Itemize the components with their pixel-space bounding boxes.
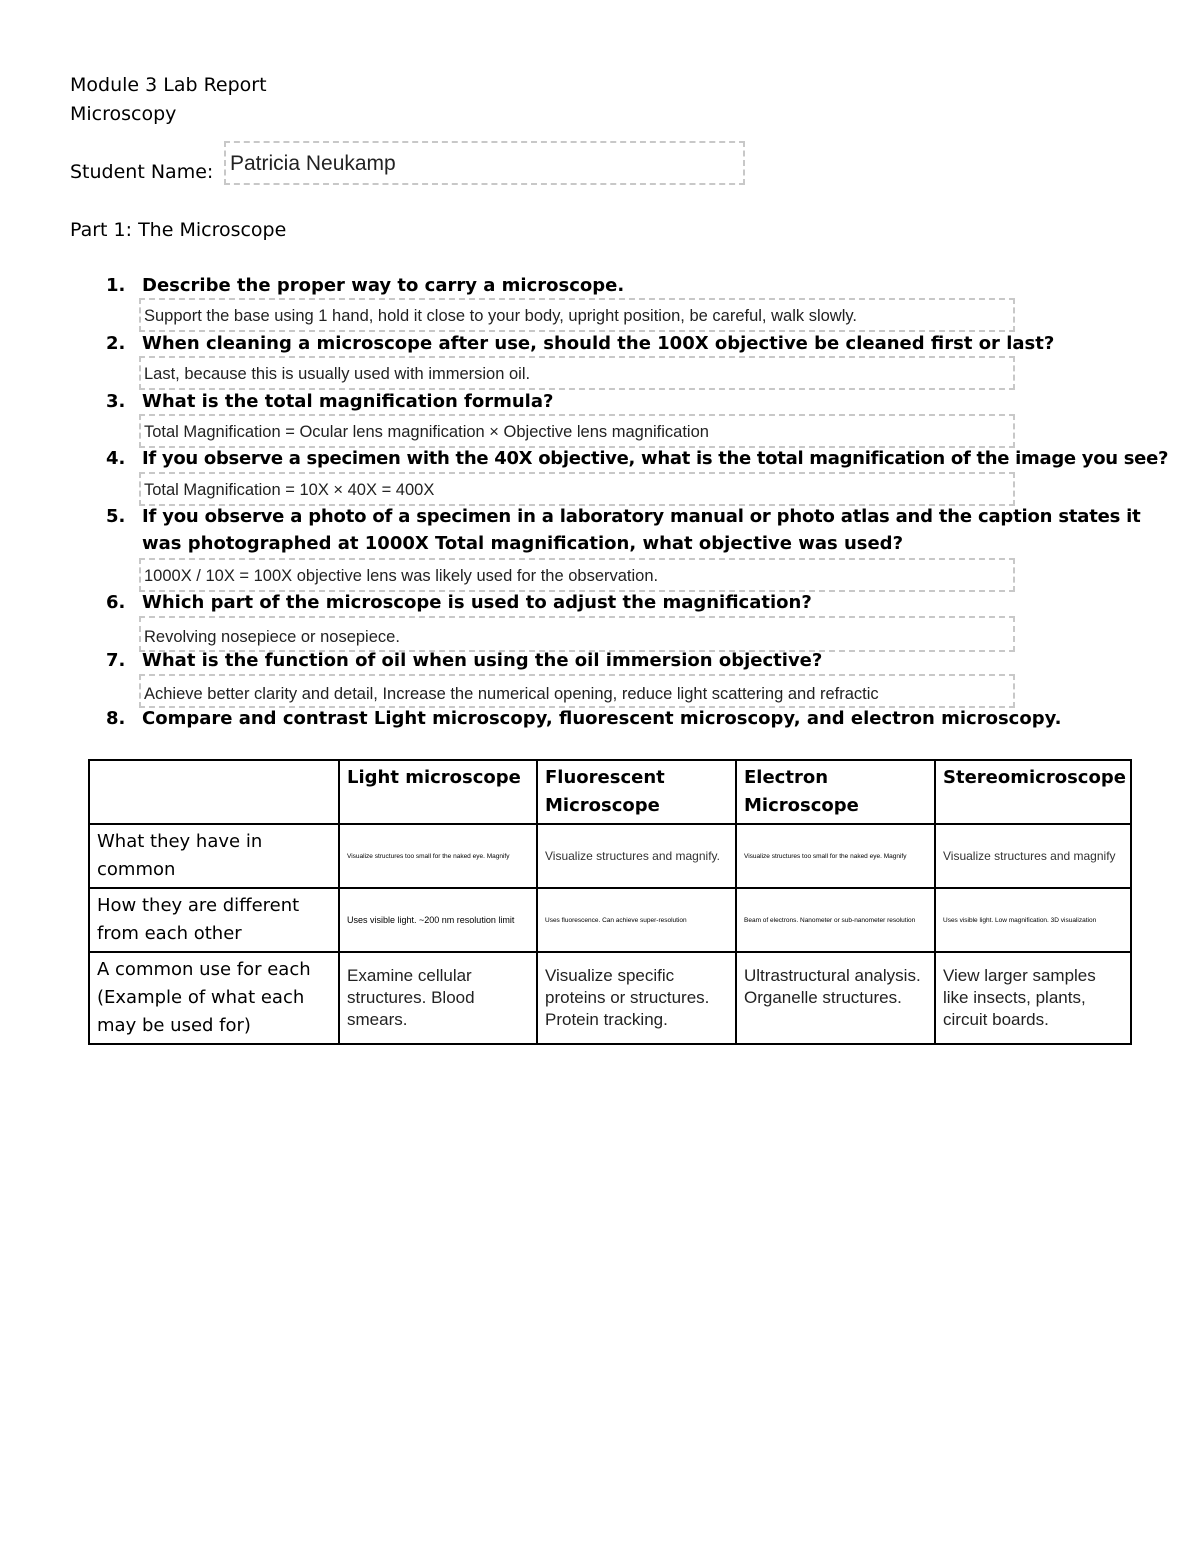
- question-number: 4.: [106, 448, 126, 469]
- table-corner-cell: [89, 760, 339, 824]
- question-text: When cleaning a microscope after use, should the 100X objective be cleaned first or last?: [142, 333, 1055, 354]
- row-header-different: How they are different from each other: [89, 888, 339, 952]
- question-text: If you observe a photo of a specimen in a laboratory manual or photo atlas and the caption states it: [142, 506, 1141, 527]
- answer-field-4[interactable]: Total Magnification = 10X × 40X = 400X: [139, 472, 1015, 506]
- table-row: [89, 952, 1131, 1044]
- row-header-use: A common use for each (Example of what each may be used for): [89, 952, 339, 1044]
- table-header-row: [89, 760, 1131, 824]
- question-text: If you observe a specimen with the 40X objective, what is the total magnification of the image you see?: [142, 448, 1169, 469]
- cell-use-stereo[interactable]: View larger samples like insects, plants, circuit boards.: [935, 952, 1131, 1044]
- table-row: [89, 888, 1131, 952]
- part-title: Part 1: The Microscope: [70, 219, 287, 241]
- cell-different-stereo[interactable]: Uses visible light. Low magnification. 3D visualization: [935, 888, 1131, 952]
- cell-different-fluorescent[interactable]: Uses fluorescence. Can achieve super-resolution: [537, 888, 736, 952]
- question-text: Describe the proper way to carry a microscope.: [142, 275, 625, 296]
- question-number: 7.: [106, 650, 126, 671]
- comparison-table: [88, 759, 1132, 1045]
- answer-field-1[interactable]: Support the base using 1 hand, hold it close to your body, upright position, be careful, walk slowly.: [139, 298, 1015, 332]
- question-number: 3.: [106, 391, 126, 412]
- question-text: Which part of the microscope is used to adjust the magnification?: [142, 592, 812, 613]
- question-number: 6.: [106, 592, 126, 613]
- cell-common-fluorescent[interactable]: Visualize structures and magnify.: [537, 824, 736, 888]
- cell-use-electron[interactable]: Ultrastructural analysis. Organelle structures.: [736, 952, 935, 1044]
- cell-common-light[interactable]: Visualize structures too small for the naked eye. Magnify: [339, 824, 537, 888]
- report-title: Module 3 Lab Report: [70, 74, 267, 96]
- cell-use-light[interactable]: Examine cellular structures. Blood smears.: [339, 952, 537, 1044]
- answer-field-2[interactable]: Last, because this is usually used with immersion oil.: [139, 356, 1015, 390]
- question-number: 1.: [106, 275, 126, 296]
- answer-field-6[interactable]: Revolving nosepiece or nosepiece.: [139, 616, 1015, 652]
- table-row: [89, 824, 1131, 888]
- question-number: 5.: [106, 506, 126, 527]
- question-text: What is the total magnification formula?: [142, 391, 554, 412]
- question-number: 2.: [106, 333, 126, 354]
- question-5-continued: was photographed at 1000X Total magnification, what objective was used?: [142, 533, 904, 554]
- question-text: Compare and contrast Light microscopy, fluorescent microscopy, and electron microscopy.: [142, 708, 1062, 729]
- column-header-fluorescent: Fluorescent Microscope: [537, 760, 736, 824]
- cell-use-fluorescent[interactable]: Visualize specific proteins or structures. Protein tracking.: [537, 952, 736, 1044]
- cell-common-electron[interactable]: Visualize structures too small for the naked eye. Magnify: [736, 824, 935, 888]
- answer-field-3[interactable]: Total Magnification = Ocular lens magnification × Objective lens magnification: [139, 414, 1015, 448]
- column-header-stereo: Stereomicroscope: [935, 760, 1131, 824]
- student-name-label: Student Name:: [70, 161, 214, 183]
- question-text: What is the function of oil when using the oil immersion objective?: [142, 650, 823, 671]
- cell-common-stereo[interactable]: Visualize structures and magnify: [935, 824, 1131, 888]
- column-header-electron: Electron Microscope: [736, 760, 935, 824]
- cell-different-electron[interactable]: Beam of electrons. Nanometer or sub-nanometer resolution: [736, 888, 935, 952]
- column-header-light: Light microscope: [339, 760, 537, 824]
- question-number: 8.: [106, 708, 126, 729]
- answer-field-7[interactable]: Achieve better clarity and detail, Increase the numerical opening, reduce light scattering and refractic: [139, 674, 1015, 708]
- student-name-field[interactable]: Patricia Neukamp: [224, 141, 745, 185]
- report-subtitle: Microscopy: [70, 103, 177, 125]
- answer-field-5[interactable]: 1000X / 10X = 100X objective lens was likely used for the observation.: [139, 558, 1015, 592]
- row-header-common: What they have in common: [89, 824, 339, 888]
- cell-different-light[interactable]: Uses visible light. ~200 nm resolution limit: [339, 888, 537, 952]
